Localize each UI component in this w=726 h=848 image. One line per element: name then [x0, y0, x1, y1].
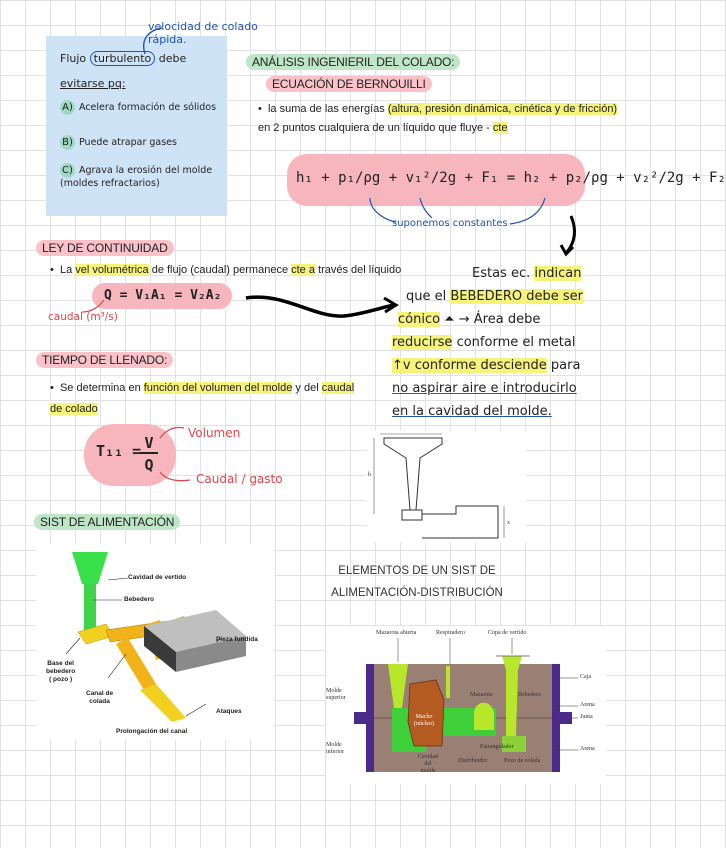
fill-time-text-pre: Se determina en	[59, 382, 141, 394]
conclusion-line-7: en la cavidad del molde.	[392, 404, 552, 419]
velocity-annotation: velocidad de colado rápida.	[148, 20, 258, 46]
continuity-text-pre: La	[59, 264, 73, 276]
conclusion-line-1-pre: Estas ec.	[472, 266, 531, 281]
fill-time-text-hl2: caudal de colado	[50, 382, 355, 415]
mold-label-upper	[326, 688, 346, 702]
continuity-text-mid: de flujo (caudal) permanece	[151, 264, 289, 276]
box-title	[60, 52, 186, 65]
bullet-dot: •	[258, 103, 268, 115]
bernoulli-formula	[296, 170, 726, 186]
formula-equals: =	[506, 170, 524, 186]
conclusion-line-1	[392, 262, 632, 285]
fill-time-numerator: V	[140, 434, 158, 454]
continuity-formula: Q = V₁A₁ = V₂A₂	[104, 288, 222, 303]
elements-title-2: ALIMENTACIÓN-DISTRIBUCIÓN	[331, 587, 503, 599]
conclusion-text	[392, 262, 632, 423]
mold-label-sand-2: Arena	[580, 746, 595, 752]
mold-label-lower-1: Molde	[326, 742, 342, 748]
box-item-b-letter: B)	[60, 135, 75, 150]
conclusion-line-2	[392, 285, 632, 308]
box-item-a-text: Acelera formación de sólidos	[79, 102, 217, 113]
feed-label-runner-1: Canal de	[86, 690, 114, 697]
feed-label-cavity: Cavidad de vertido	[128, 574, 187, 581]
box-item-c-letter: C)	[60, 163, 75, 178]
feed-label-runner-2: colada	[89, 698, 110, 705]
mold-label-cavity-2: del	[424, 761, 432, 767]
conclusion-line-2-pre: que el	[406, 289, 447, 304]
mold-label-lower	[326, 742, 344, 756]
fill-time-text-mid: y del	[295, 382, 319, 394]
conclusion-line-3-post: → Área debe	[458, 312, 541, 327]
mold-label-core-2: (núcleo)	[414, 721, 434, 727]
conclusion-line-3-hl: cónico	[398, 312, 441, 327]
conclusion-line-2-hl: BEBEDERO debe ser	[450, 289, 584, 304]
feed-heading: SIST DE ALIMENTACIÓN	[34, 514, 180, 530]
sprue-schematic	[366, 430, 526, 542]
continuity-text-hl2: cte a	[291, 264, 315, 276]
conclusion-line-4	[392, 331, 632, 354]
bernoulli-bullet	[258, 100, 628, 138]
box-title-pre: Flujo	[60, 52, 87, 65]
continuity-text-hl1: vel volumétrica	[75, 264, 149, 276]
fill-time-heading: TIEMPO DE LLENADO:	[36, 352, 173, 368]
mold-label-pour-cup: Copa de vertido	[488, 630, 527, 636]
bernoulli-text-mid: en 2 puntos cualquiera de un líquido que fluye -	[258, 122, 490, 134]
mold-label-riser: Mazarota	[470, 692, 493, 698]
conclusion-line-5-post: para	[550, 358, 581, 373]
mold-label-sprue: Bebedero	[518, 692, 541, 698]
bullet-dot: •	[50, 264, 60, 276]
fill-time-lhs: T₁₁ =	[96, 442, 142, 460]
bernoulli-heading: ECUACIÓN DE BERNOUILLI	[266, 76, 432, 92]
mold-label-box: Caja	[580, 674, 591, 680]
feed-label-base-2: bebedero	[46, 668, 76, 675]
mold-label-joint: Junta	[580, 714, 593, 720]
mold-label-upper-2: superior	[326, 695, 346, 701]
constants-arrows	[340, 196, 550, 236]
mold-label-sand: Arena	[580, 702, 595, 708]
mold-label-cavity-1: Cavidad	[418, 754, 438, 760]
cone-icon: ⏶	[444, 312, 455, 327]
formula-left: h₁ + p₁/ρg + v₁²/2g + F₁	[296, 170, 499, 186]
fill-time-denominator: Q	[144, 456, 154, 474]
feed-label-extension: Prolongación del canal	[116, 728, 188, 735]
formula-right: h₂ + p₂/ρg + v₂²/2g + F₂	[523, 170, 726, 186]
bernoulli-text-hl1: (altura, presión dinámica, cinética y de fricción)	[387, 103, 618, 115]
mold-label-cavity-3: molde	[420, 768, 436, 774]
box-item-a	[60, 100, 220, 115]
box-item-a-letter: A)	[60, 100, 75, 115]
analysis-heading: ANÁLISIS INGENIERIL DEL COLADO:	[246, 54, 460, 70]
continuity-bullet	[50, 264, 401, 276]
feed-label-sprue: Bebedero	[124, 596, 154, 603]
elements-title	[322, 560, 512, 604]
fill-time-bullet	[50, 378, 360, 420]
mold-label-lower-2: inferior	[326, 749, 344, 755]
volume-label: Volumen	[188, 426, 241, 440]
sprue-label-h: h	[368, 472, 371, 478]
box-item-c	[60, 163, 222, 190]
conclusion-line-6: no aspirar aire e introducirlo	[392, 381, 577, 396]
box-subtitle: evitarse pq:	[60, 77, 126, 90]
continuity-heading: LEY DE CONTINUIDAD	[36, 240, 174, 256]
conclusion-line-5-hl: ↑v conforme desciende	[392, 358, 547, 373]
curved-arrow-down	[555, 212, 585, 258]
mold-label-upper-1: Molde	[326, 688, 342, 694]
bullet-dot: •	[50, 382, 60, 394]
feed-label-base-1: Base del	[47, 660, 74, 667]
feed-label-base-3: ( pozo )	[49, 676, 73, 683]
caudal-label: caudal (m³/s)	[48, 311, 118, 323]
constants-note: suponemos constantes	[392, 218, 508, 229]
conclusion-line-5	[392, 354, 632, 377]
mold-label-open-riser: Mazarota abierta	[376, 630, 417, 636]
continuity-text-post: través del líquido	[318, 264, 402, 276]
box-item-b-text: Puede atrapar gases	[79, 137, 177, 148]
mold-label-cavity	[418, 754, 438, 775]
mold-label-vent: Respiradero	[436, 630, 465, 636]
mold-label-well: Pozo de colada	[504, 758, 541, 764]
conclusion-line-4-post: conforme el metal	[456, 335, 576, 350]
box-item-c-text: Agrava la erosión del molde (moldes refractarios)	[60, 165, 213, 189]
box-title-circled: turbulento	[90, 51, 156, 66]
bernoulli-text-hl2: cte	[492, 122, 508, 134]
feed-label-casting: Pieza fundida	[216, 636, 258, 643]
mold-label-core	[414, 714, 434, 728]
mold-label-core-1: Macho	[415, 714, 433, 720]
box-title-post: debe	[158, 52, 187, 65]
elements-title-1: ELEMENTOS DE UN SIST DE	[338, 565, 496, 577]
feed-label-gates: Ataques	[216, 708, 242, 715]
box-item-b	[60, 135, 220, 150]
sprue-label-x: x	[507, 520, 510, 526]
bernoulli-text-pre: la suma de las energías	[267, 103, 385, 115]
mold-label-choke: Estrangulador	[480, 744, 514, 750]
conclusion-line-4-hl: reducirse	[392, 335, 453, 350]
big-arrow-right	[244, 288, 404, 328]
fill-time-text-hl: función del volumen del molde	[143, 382, 293, 394]
feed-label-runner	[86, 690, 113, 706]
conclusion-line-3	[392, 308, 632, 331]
flow-label: Caudal / gasto	[196, 472, 283, 486]
mold-label-distributor: Distribuidor	[458, 758, 488, 764]
feed-label-base	[46, 660, 75, 684]
conclusion-line-1-hl: indican	[534, 266, 582, 281]
